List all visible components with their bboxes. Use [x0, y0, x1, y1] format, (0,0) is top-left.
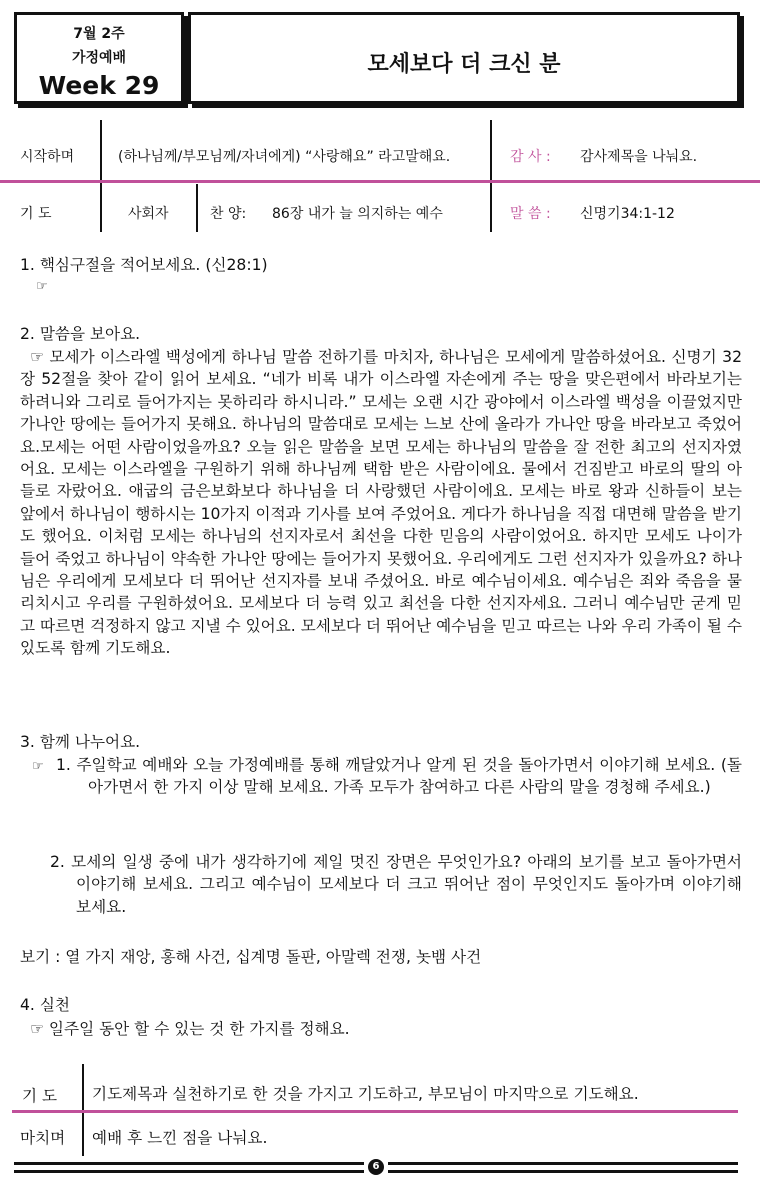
info-divider-1: [100, 120, 102, 232]
share-item-2-text: 2. 모세의 일생 중에 내가 생각하기에 제일 멋진 장면은 무엇인가요? 아래의 보기를 보고 돌아가면서 이야기해 보세요. 그리고 예수님이 모세보다 더 크고 뛰어난 점이 무엇인지도 돌아가며 이야기해 보세요.: [50, 853, 742, 916]
thanks-content: 감사제목을 나눠요.: [580, 149, 698, 165]
opening-content: (하나님께/부모님께/자녀에게) “사랑해요” 라고말해요.: [118, 149, 451, 165]
thanks-label-text: 감 사 :: [510, 149, 551, 165]
section4-body: ☞ 일주일 동안 할 수 있는 것 한 가지를 정해요.: [30, 1020, 350, 1038]
header-service: 가정예배: [71, 50, 127, 66]
leader: 사회자: [128, 206, 169, 222]
info-separator-pink: [0, 180, 760, 183]
pointing-hand-icon-s3: ☞: [32, 759, 44, 774]
footer-line-left-2: [14, 1170, 364, 1173]
section2-body-text: ☞ 모세가 이스라엘 백성에게 하나님 말씀 전하기를 마치자, 하나님은 모세에게 말씀하셨어요. 신명기 32장 52절을 찾아 같이 읽어 보세요. “네가 비록 내가 이스라엘 자손에게 주는 땅을 맞은편에서 바라보기는 하려니와 그리로 들어가지는 못하리라 하시니라.” 모세는 오랜 시간 광야에서 이스라엘 백성을 이끌었지만 가나안 땅에는 들어가지 못해요. 하나님의 말씀대로 모세는 느보 산에 올라가 가나안 땅을 바라보고 죽었어요.모세는 어떤 사람이었을까요? 오늘 읽은 말씀을 보면 모세는 하나님의 말씀을 잘 전한 최고의 선지자였어요. 모세는 이스라엘을 구원하기 위해 하나님께 택함 받은 사람이에요. 물에서 건짐받고 바로의 딸의 아들로 자랐어요. 애굽의 금은보화보다 하나님을 더 사랑했던 사람이에요. 모세는 바로 왕과 신하들이 보는 앞에서 하나님이 행하시는 10가지 이적과 기사를 보여 주었어요. 게다가 하나님을 직접 대면해 말씀을 받기도 했어요. 이처럼 모세는 하나님의 선지자로서 최선을 다한 믿음의 사람이었어요. 하지만 모세도 나이가 들어 죽었고 하나님이 약속한 가나안 땅에는 들어가지 못했어요. 우리에게도 그런 선지자가 있을까요? 하나님은 우리에게 모세보다 더 뛰어난 선지자를 보내 주셨어요. 바로 예수님이세요. 예수님은 죄와 죽음을 물리치시고 우리를 구원하셨어요. 모세보다 더 능력 있고 최선을 다한 선지자세요. 그러니 예수님만 굳게 믿고 따르면 걱정하지 않고 지낼 수 있어요. 모세보다 더 뛰어난 예수님을 믿고 따르는 나와 우리 가족이 될 수 있도록 함께 기도해요.: [20, 348, 742, 658]
hymn: 86장 내가 늘 의지하는 예수: [272, 206, 443, 222]
page-title: 모세보다 더 크신 분: [367, 52, 561, 77]
section2-heading: 2. 말씀을 보아요.: [20, 325, 141, 343]
hymn-label: 찬 양:: [210, 206, 247, 222]
footer-line-right-1: [388, 1162, 738, 1165]
share-item-2: [50, 851, 742, 918]
word-label: 말 씀 :: [510, 206, 551, 222]
opening-label: 시작하며: [20, 149, 75, 165]
header-week: Week 29: [38, 71, 160, 100]
prayer-label: 기 도: [20, 206, 52, 222]
closing-separator-pink: [12, 1110, 738, 1113]
header-date: 7월 2주: [73, 26, 125, 42]
info-divider-3: [196, 184, 198, 232]
word: 신명기34:1-12: [580, 206, 675, 222]
section2-body: [20, 346, 742, 660]
date-box: [14, 12, 184, 104]
section1-heading: 1. 핵심구절을 적어보세요. (신28:1): [20, 256, 268, 274]
closing-end: 예배 후 느낀 점을 나눠요.: [92, 1129, 268, 1147]
section4-heading: 4. 실천: [20, 996, 70, 1014]
info-divider-2: [490, 120, 492, 232]
closing-prayer: 기도제목과 실천하기로 한 것을 가지고 기도하고, 부모님이 마지막으로 기도해요.: [92, 1085, 639, 1103]
closing-end-label: 마치며: [20, 1129, 66, 1147]
share-examples: 보기 : 열 가지 재앙, 홍해 사건, 십계명 돌판, 아말렉 전쟁, 놋뱀 사건: [20, 948, 482, 966]
title-box: [188, 12, 740, 104]
page-number: 6: [368, 1159, 384, 1175]
share-item-1: [56, 754, 742, 799]
section3-heading: 3. 함께 나누어요.: [20, 733, 141, 751]
closing-prayer-label: 기 도: [22, 1087, 58, 1105]
pointing-hand-icon: ☞: [36, 279, 48, 294]
footer-line-left-1: [14, 1162, 364, 1165]
footer-line-right-2: [388, 1170, 738, 1173]
thanks-label: [510, 146, 551, 166]
share-item-1-text: 1. 주일학교 예배와 오늘 가정예배를 통해 깨달았거나 알게 된 것을 돌아가면서 이야기해 보세요. (돌아가면서 한 가지 이상 말해 보세요. 가족 모두가 참여하고 다른 사람의 말을 경청해 주세요.): [56, 756, 742, 797]
